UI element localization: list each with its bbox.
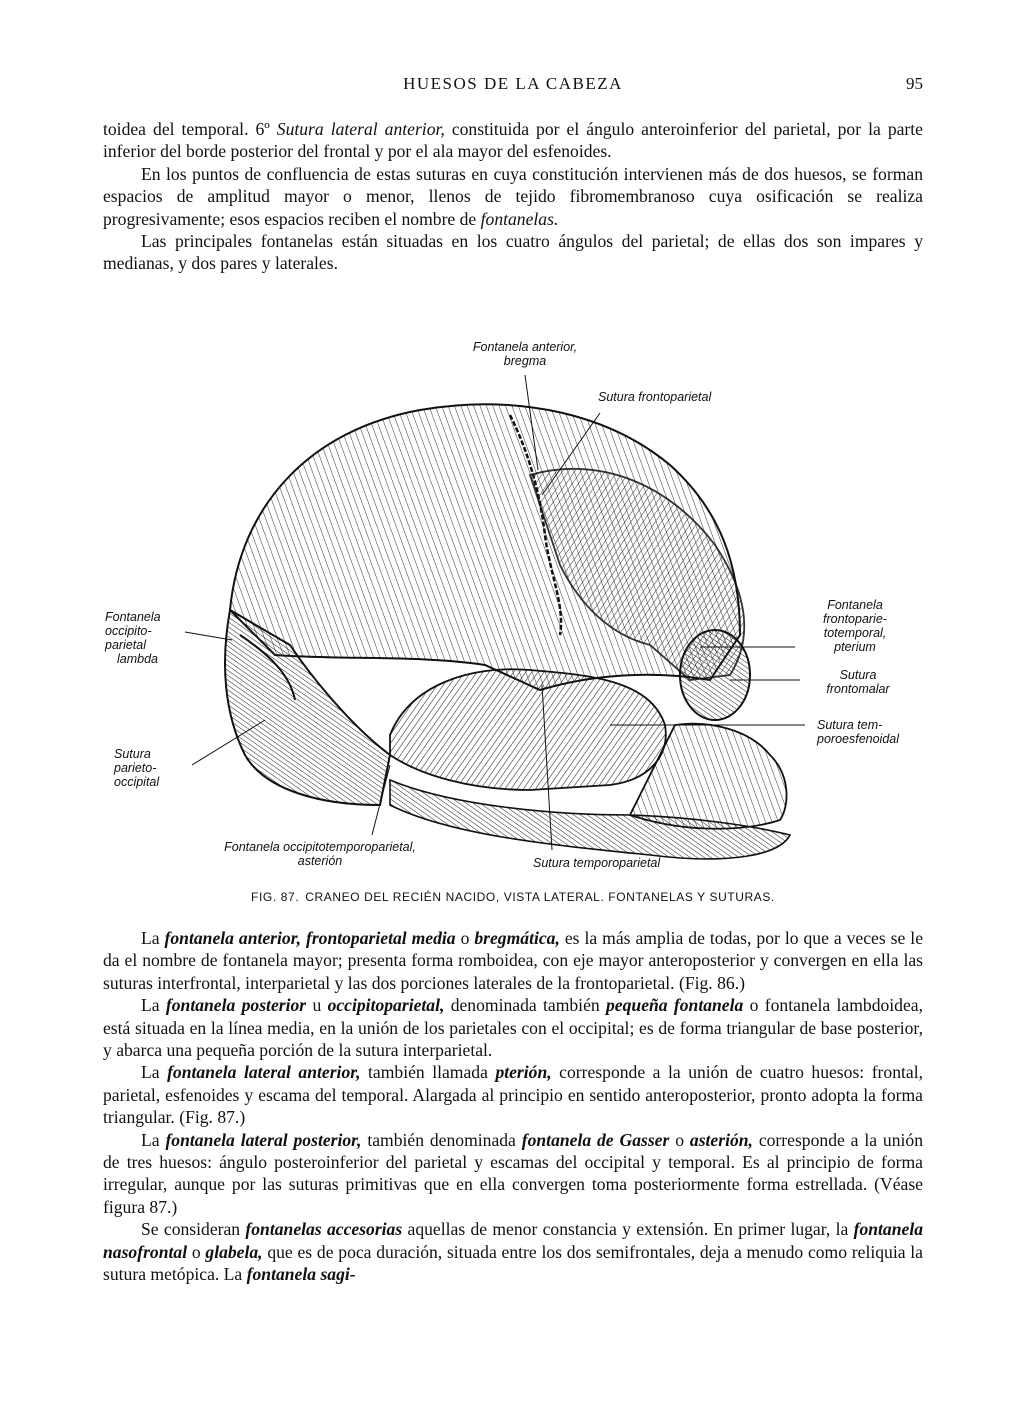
paragraph: Se consideran fontanelas accesorias aquellas de menor constancia y extensión. En primer lugar, la fontanela nasofrontal o glabela, que es de poca duración, situada entre los dos semifrontales, deja a menudo como reliquia la sutura metópica. La fontanela sagi- — [103, 1219, 923, 1285]
paragraph: La fontanela lateral anterior, también llamada pterión, corresponde a la unión de cuatro huesos: frontal, parietal, esfenoides y escama del temporal. Alargada al principio en sentido anteroposterior, pronto adopta la forma triangular. (Fig. 87.) — [103, 1062, 923, 1128]
paragraph: toidea del temporal. 6º Sutura lateral anterior, constituida por el ángulo anteroinferior del parietal, por la parte inferior del borde posterior del frontal y por el ala mayor del esfenoides. — [103, 119, 923, 162]
paragraph: Las principales fontanelas están situadas en los cuatro ángulos del parietal; de ellas dos son impares y medianas, y dos pares y laterales. — [103, 231, 923, 274]
label-pterion: Fontanela frontoparie- totemporal, pterium — [823, 598, 887, 654]
label-lambda: Fontanela occipito- parietal lambda — [105, 610, 161, 666]
bottom-text-block — [103, 927, 923, 1286]
temporal-bone — [390, 669, 666, 790]
paragraph: La fontanela lateral posterior, también denominada fontanela de Gasser o asterión, corresponde a la unión de tres huesos: ángulo posteroinferior del parietal y escamas del occipital y temporal. Es al principio de forma irregular, aunque por las suturas primitivas que en ella convergen toma posteriormente forma estrellada. (Véase figura 87.) — [103, 1129, 923, 1217]
paragraph: La fontanela anterior, frontoparietal media o bregmática, es la más amplia de todas, por lo que a veces se le da el nombre de fontanela mayor; presenta forma romboidea, con eje mayor anteroposterior y convergen en ella las suturas interfrontal, interparietal y las dos porciones laterales de la frontoparietal. (Fig. 86.) — [103, 928, 924, 993]
label-frontomalar-suture: Sutura frontomalar — [826, 668, 890, 696]
label-parieto-occipital-suture: Sutura parieto- occipital — [114, 747, 160, 789]
label-asterion: Fontanela occipitotemporoparietal, asterión — [224, 840, 416, 868]
top-text-block — [103, 118, 923, 275]
label-temporosphenoidal-suture: Sutura tem- poroesfenoidal — [817, 718, 900, 746]
label-frontoparietal-suture: Sutura frontoparietal — [598, 390, 712, 404]
paragraph: En los puntos de confluencia de estas suturas en cuya constitución intervienen más de dos huesos, se forman espacios de amplitud mayor o menor, llenos de tejido fibromembranoso cuya osificación se realiza progresivamente; esos espacios reciben el nombre de fontanelas. — [103, 163, 923, 229]
page-number: 95 — [906, 74, 923, 93]
label-temporoparietal-suture: Sutura temporoparietal — [533, 856, 661, 870]
running-head — [103, 74, 923, 98]
figure-caption: FIG. 87. CRANEO DEL RECIÉN NACIDO, VISTA LATERAL. FONTANELAS Y SUTURAS. — [251, 890, 775, 904]
label-bregma: Fontanela anterior, bregma — [472, 340, 578, 368]
running-title: HUESOS DE LA CABEZA — [403, 74, 623, 93]
skull-figure — [90, 335, 940, 880]
paragraph: La fontanela posterior u occipitoparietal, denominada también pequeña fontanela o fontanela lambdoidea, está situada en la línea media, en la unión de los parietales con el occipital; es de forma triangular de base posterior, y abarca una pequeña porción de la sutura interparietal. — [103, 995, 923, 1061]
orbit — [680, 630, 750, 720]
leader-line — [185, 632, 232, 640]
